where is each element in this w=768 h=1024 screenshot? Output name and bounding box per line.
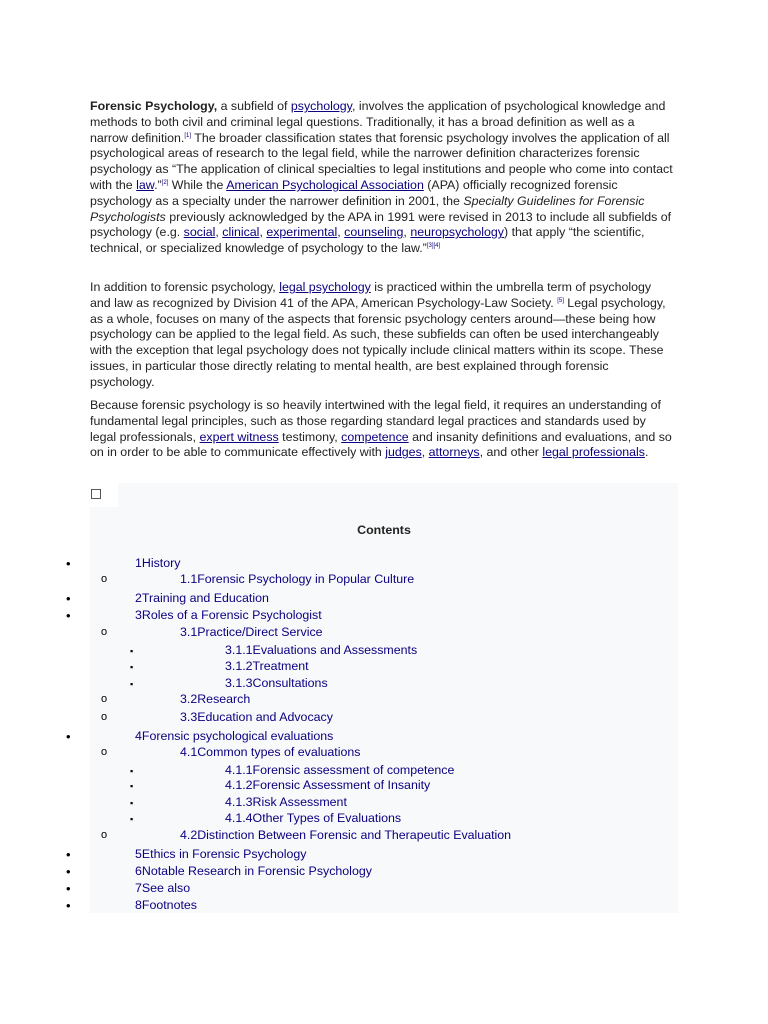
toc-bullet: ▪: [130, 814, 134, 824]
link-competence[interactable]: competence: [341, 429, 409, 444]
toc-bullet: ▪: [130, 679, 134, 689]
link-psychology[interactable]: psychology: [290, 99, 352, 113]
text: , involves the application of psychological knowledge and methods to both civil and criminal legal questions. Traditionally, it has a broad definition as well as a narrow definition.: [90, 99, 666, 145]
toc-bullet: •: [66, 898, 71, 913]
toc-item[interactable]: 6Notable Research in Forensic Psychology: [135, 864, 372, 878]
toc-bullet: o: [101, 829, 108, 841]
toc-bullet: ▪: [130, 766, 134, 776]
link-legal-professionals[interactable]: legal professionals: [542, 445, 645, 460]
toc-bullet: ▪: [130, 646, 134, 656]
citation-3-4[interactable]: [3][4]: [426, 243, 441, 250]
article-subject: Forensic Psychology,: [90, 99, 218, 113]
text: The broader classification states that forensic psychology involves the application of all psychological areas of research to the legal field, while the narrower definition characterizes forensic psychology as “The application of clinical specialties to legal institutions and people who come into contact with the: [90, 130, 673, 192]
toc-item[interactable]: 4Forensic psychological evaluations: [135, 729, 334, 743]
link-apa[interactable]: American Psychological Association: [226, 177, 424, 192]
toc-item[interactable]: 3Roles of a Forensic Psychologist: [135, 608, 322, 622]
text: .: [644, 445, 649, 460]
citation-2[interactable]: [2]: [161, 179, 169, 186]
toc-item[interactable]: 3.1.1Evaluations and Assessments: [225, 643, 418, 657]
text: Legal psychology, as a whole, focuses on many of the aspects that forensic psychology centers around—these being how psychology can be applied to the legal field. As such, these subfields can often be used interchangeably with the exception that legal psychology does not typically include clinical matters within its scope. These issues, in particular those directly relating to mental health, are best explained through forensic psychology.: [90, 295, 666, 389]
link-experimental[interactable]: experimental: [266, 225, 338, 240]
text: Because forensic psychology is so heavily intertwined with the legal field, it requires an understanding of fundamental legal principles, such as those regarding standard legal practices and standards used by legal professionals,: [90, 398, 661, 444]
text: ,: [215, 225, 223, 240]
text: and insanity definitions and evaluations, and so on in order to be able to communicate effectively with: [90, 429, 672, 460]
toc-item[interactable]: 2Training and Education: [135, 591, 269, 605]
toc-item[interactable]: 3.3Education and Advocacy: [180, 710, 333, 724]
text: previously acknowledged by the APA in 1991 were revised in 2013 to include all subfields of psychology (e.g.: [90, 209, 672, 240]
text: ,: [421, 445, 429, 460]
toc-bullet: •: [66, 591, 71, 606]
text: While the: [168, 177, 227, 192]
text: a subfield of: [217, 99, 291, 113]
paragraph-intro: [90, 99, 675, 257]
toc-item[interactable]: 4.1.1Forensic assessment of competence: [225, 763, 455, 777]
toc-bullet: o: [101, 693, 108, 705]
toc-toggle-checkbox[interactable]: [91, 489, 101, 499]
toc-bullet: o: [101, 711, 108, 723]
toc-bullet: ▪: [130, 781, 134, 791]
toc-bullet: ▪: [130, 798, 134, 808]
link-expert-witness[interactable]: expert witness: [199, 429, 279, 444]
link-clinical[interactable]: clinical: [222, 225, 260, 240]
text: ) that apply “the scientific, technical, or specialized knowledge of psychology to the law.”: [90, 225, 645, 256]
link-social[interactable]: social: [183, 225, 216, 240]
toc-bullet: •: [66, 556, 71, 571]
toc-item[interactable]: 3.1.3Consultations: [225, 676, 328, 690]
text: , and other: [479, 445, 543, 460]
citation-5[interactable]: [5]: [557, 297, 564, 304]
toc-item[interactable]: 4.2Distinction Between Forensic and Therapeutic Evaluation: [180, 828, 512, 842]
toc-bullet: o: [101, 626, 108, 638]
text: (APA) officially recognized forensic psychology as a specialty under the narrower definition in 2001, the: [90, 177, 618, 208]
toc-bullet: •: [66, 847, 71, 862]
link-law[interactable]: law: [136, 177, 155, 192]
toc-item[interactable]: 3.1.2Treatment: [225, 659, 309, 673]
toc-item[interactable]: 3.1Practice/Direct Service: [180, 625, 323, 639]
toc-item[interactable]: 4.1Common types of evaluations: [180, 745, 361, 759]
paragraph-legal-psychology: [90, 280, 675, 391]
toc-item[interactable]: 5Ethics in Forensic Psychology: [135, 847, 307, 861]
text: ,: [259, 225, 267, 240]
link-legal-psychology[interactable]: legal psychology: [279, 280, 371, 294]
toc-item[interactable]: 3.2Research: [180, 692, 251, 706]
link-attorneys[interactable]: attorneys: [428, 445, 480, 460]
toc-item[interactable]: 4.1.2Forensic Assessment of Insanity: [225, 778, 431, 792]
link-counseling[interactable]: counseling: [344, 225, 404, 240]
text: is practiced within the umbrella term of psychology and law as recognized by Division 41 of the APA, American Psychology-Law Society.: [90, 280, 652, 310]
toc-item[interactable]: 4.1.3Risk Assessment: [225, 795, 347, 809]
text: In addition to forensic psychology,: [90, 280, 280, 294]
toc-item[interactable]: 1.1Forensic Psychology in Popular Culture: [180, 572, 415, 586]
link-neuropsychology[interactable]: neuropsychology: [410, 225, 504, 240]
toc-item[interactable]: 4.1.4Other Types of Evaluations: [225, 811, 402, 825]
text: ,: [337, 225, 345, 240]
paragraph-legal-field: [90, 398, 675, 461]
text: ,: [403, 225, 411, 240]
toc-bullet: •: [66, 881, 71, 896]
toc-item[interactable]: 1History: [135, 556, 181, 570]
toc-bullet: •: [66, 864, 71, 879]
text: testimony,: [278, 429, 342, 444]
guidelines-title: Specialty Guidelines for Forensic Psychologists: [90, 193, 645, 224]
toc-bullet: •: [66, 729, 71, 744]
toc-bullet: •: [66, 608, 71, 623]
toc-bullet: o: [101, 573, 108, 585]
link-judges[interactable]: judges: [385, 445, 422, 460]
toc-bullet: o: [101, 746, 108, 758]
toc-bullet: ▪: [130, 662, 134, 672]
toc-title: Contents: [357, 523, 411, 537]
citation-1[interactable]: [1]: [184, 132, 192, 139]
toc-item[interactable]: 8Footnotes: [135, 898, 197, 912]
text: .”: [154, 177, 162, 192]
toc-item[interactable]: 7See also: [135, 881, 191, 895]
